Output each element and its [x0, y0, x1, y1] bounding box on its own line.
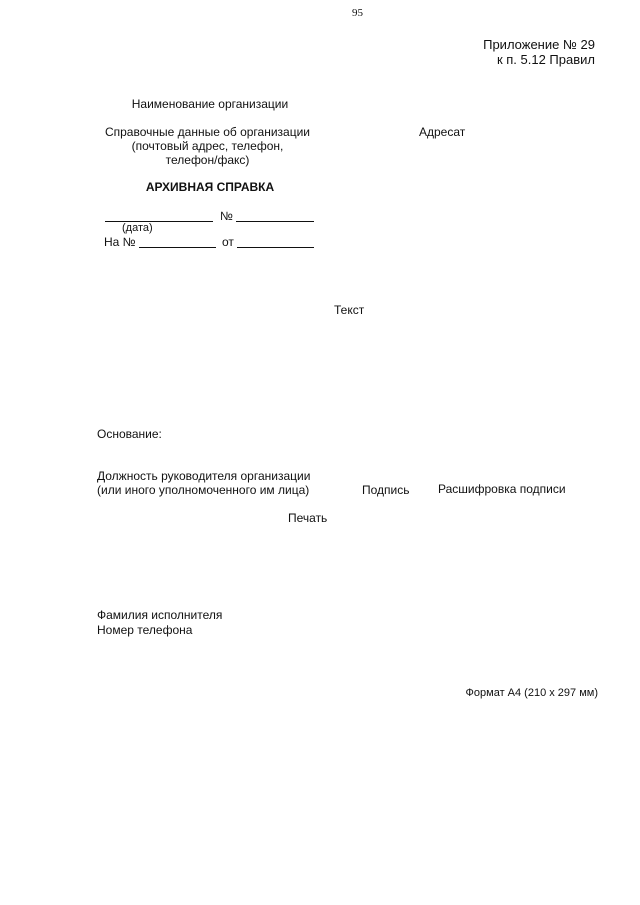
- date-caption: (дата): [122, 222, 153, 234]
- reference-number-blank-line: [139, 247, 216, 248]
- org-name: Наименование организации: [131, 97, 289, 111]
- executor-name-label: Фамилия исполнителя: [97, 608, 223, 622]
- org-info-line-3: телефон/факс): [165, 153, 250, 167]
- signature-label: Подпись: [362, 483, 410, 497]
- basis-label: Основание:: [97, 427, 162, 441]
- page-number: 95: [352, 7, 363, 19]
- addressee: Адресат: [419, 125, 466, 139]
- position-line-1: Должность руководителя организации: [97, 469, 311, 483]
- from-label: от: [222, 235, 234, 249]
- org-info-line-2: (почтовый адрес, телефон,: [131, 139, 284, 153]
- stamp-label: Печать: [288, 511, 328, 525]
- format-note: Формат А4 (210 х 297 мм): [465, 687, 598, 699]
- number-blank-line: [236, 221, 314, 222]
- body-text: Текст: [334, 303, 365, 317]
- appendix-line-1: Приложение № 29: [483, 37, 595, 52]
- reference-label: На №: [104, 235, 136, 249]
- executor-phone-label: Номер телефона: [97, 623, 193, 637]
- document-title: АРХИВНАЯ СПРАВКА: [145, 180, 275, 194]
- position-line-2: (или иного уполномоченного им лица): [97, 483, 310, 497]
- org-info-line-1: Справочные данные об организации: [104, 125, 311, 139]
- appendix-line-2: к п. 5.12 Правил: [496, 52, 595, 67]
- reference-date-blank-line: [237, 247, 314, 248]
- signature-decode-label: Расшифровка подписи: [438, 482, 566, 496]
- number-sign: №: [220, 209, 233, 223]
